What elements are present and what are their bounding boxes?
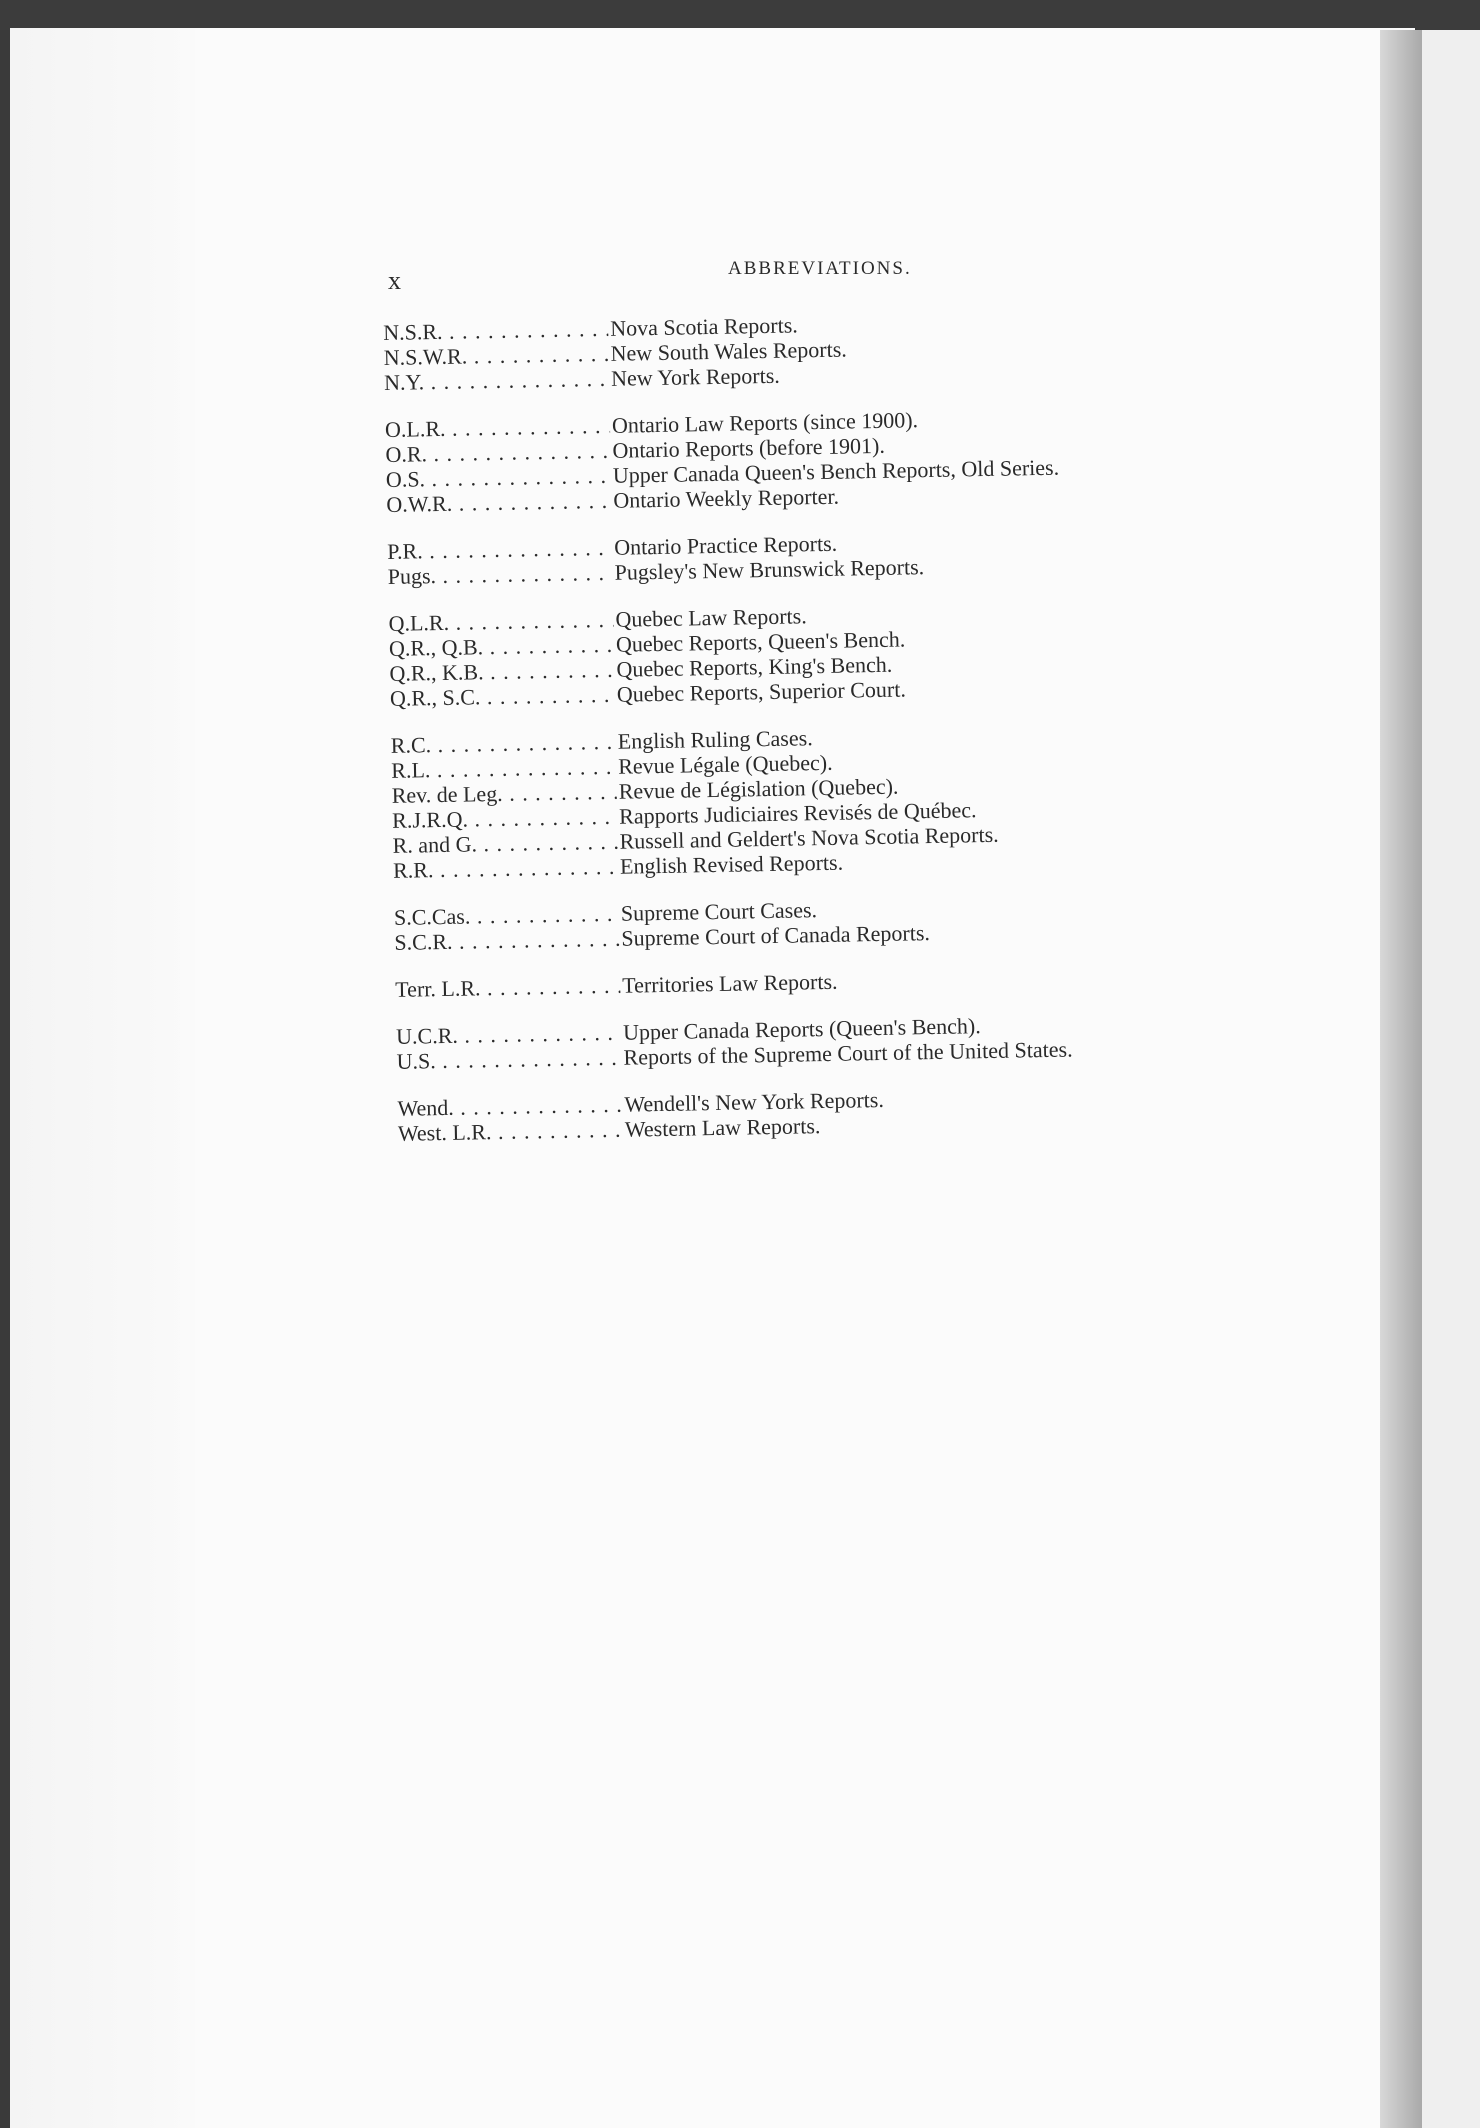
abbreviation-group <box>395 961 1265 1002</box>
scanner-top-border <box>0 0 1480 30</box>
abbreviation-group <box>391 717 1264 883</box>
abbreviation-group <box>397 1080 1268 1146</box>
abbreviation-term: R. and G. . . . <box>392 829 617 858</box>
abbreviation-expansion: New York Reports. <box>610 362 780 391</box>
abbreviation-expansion: Upper Canada Reports (Queen's Bench). <box>622 1013 981 1045</box>
abbreviation-term: R.C. . . . <box>391 729 616 758</box>
abbreviation-term: S.C.Cas. . . . <box>394 901 619 930</box>
abbreviation-expansion: Quebec Reports, Queen's Bench. <box>615 626 906 657</box>
abbreviation-expansion: Rapports Judiciaires Revisés de Québec. <box>618 797 977 829</box>
abbreviation-expansion: Wendell's New York Reports. <box>624 1086 885 1117</box>
abbreviation-term: R.R. . . . <box>393 854 618 883</box>
abbreviation-group <box>396 1008 1267 1074</box>
abbreviation-expansion: Supreme Court of Canada Reports. <box>621 920 931 951</box>
abbreviation-expansion: Revue Légale (Quebec). <box>617 749 833 779</box>
abbreviation-term: O.L.R. . . . <box>385 413 610 442</box>
abbreviation-expansion: Supreme Court Cases. <box>620 897 818 926</box>
abbreviation-expansion: Western Law Reports. <box>624 1113 821 1142</box>
abbreviation-term: R.J.R.Q. . . . <box>392 804 617 833</box>
abbreviation-expansion: Territories Law Reports. <box>622 968 838 998</box>
abbreviation-term: Rev. de Leg. . . . <box>391 779 616 808</box>
abbreviation-term: Q.R., Q.B. . . . <box>389 632 614 661</box>
abbreviation-expansion: Reports of the Supreme Court of the United States. <box>623 1036 1073 1070</box>
abbreviation-term: Terr. L.R. . . . <box>395 973 620 1002</box>
abbreviation-term: Q.R., K.B. . . . <box>389 657 614 686</box>
abbreviation-term: N.S.W.R. . . . <box>383 341 608 370</box>
abbreviation-expansion: Nova Scotia Reports. <box>609 312 798 341</box>
abbreviation-term: O.W.R. . . . <box>386 488 611 517</box>
abbreviation-expansion: Russell and Geldert's Nova Scotia Reports. <box>619 821 999 854</box>
abbreviation-term: U.C.R. . . . <box>396 1020 621 1049</box>
abbreviation-entry <box>395 961 1265 1002</box>
abbreviation-group <box>383 304 1254 395</box>
abbreviation-group <box>388 595 1260 711</box>
abbreviation-expansion: English Ruling Cases. <box>617 725 813 754</box>
abbreviation-expansion: English Revised Reports. <box>619 849 844 879</box>
abbreviation-group <box>385 401 1257 517</box>
abbreviation-term: P.R. . . . <box>387 535 612 564</box>
abbreviation-expansion: Pugsley's New Brunswick Reports. <box>614 554 925 585</box>
abbreviation-expansion: Revue de Législation (Quebec). <box>618 773 899 804</box>
abbreviation-term: N.S.R. . . . <box>383 316 608 345</box>
abbreviation-group <box>387 523 1258 589</box>
abbreviation-term: S.C.R. . . . <box>394 926 619 955</box>
abbreviation-expansion: Quebec Reports, Superior Court. <box>616 676 907 707</box>
abbreviation-term: Wend. . . . <box>397 1092 622 1121</box>
abbreviation-term: Pugs. . . . <box>387 560 612 589</box>
abbreviation-expansion: Ontario Law Reports (since 1900). <box>611 407 919 438</box>
abbreviation-expansion: Quebec Law Reports. <box>615 603 807 632</box>
abbreviation-expansion: Ontario Reports (before 1901). <box>612 432 886 463</box>
abbreviation-expansion: Ontario Weekly Reporter. <box>613 483 840 513</box>
abbreviation-term: R.L. . . . <box>391 754 616 783</box>
abbreviation-term: O.S. . . . <box>386 463 611 492</box>
abbreviation-term: West. L.R. . . . <box>398 1117 623 1146</box>
abbreviation-term: Q.R., S.C. . . . <box>390 682 615 711</box>
abbreviation-expansion: Ontario Practice Reports. <box>613 530 838 560</box>
abbreviation-term: O.R. . . . <box>385 438 610 467</box>
abbreviation-expansion: Quebec Reports, King's Bench. <box>616 651 893 682</box>
abbreviation-expansion: Upper Canada Queen's Bench Reports, Old Series. <box>612 454 1060 488</box>
page-shading <box>10 28 195 2128</box>
abbreviation-term: N.Y. . . . <box>384 366 609 395</box>
abbreviation-expansion: New South Wales Reports. <box>610 336 847 366</box>
page-number: x <box>388 266 402 295</box>
running-head: ABBREVIATIONS. <box>728 258 912 279</box>
page-gutter-shadow <box>1380 30 1422 2128</box>
abbreviations-list <box>383 304 1268 1168</box>
abbreviation-term: U.S. . . . <box>396 1045 621 1074</box>
abbreviation-term: Q.L.R. . . . <box>388 607 613 636</box>
page-edge <box>1422 30 1480 2128</box>
abbreviation-group <box>394 889 1265 955</box>
